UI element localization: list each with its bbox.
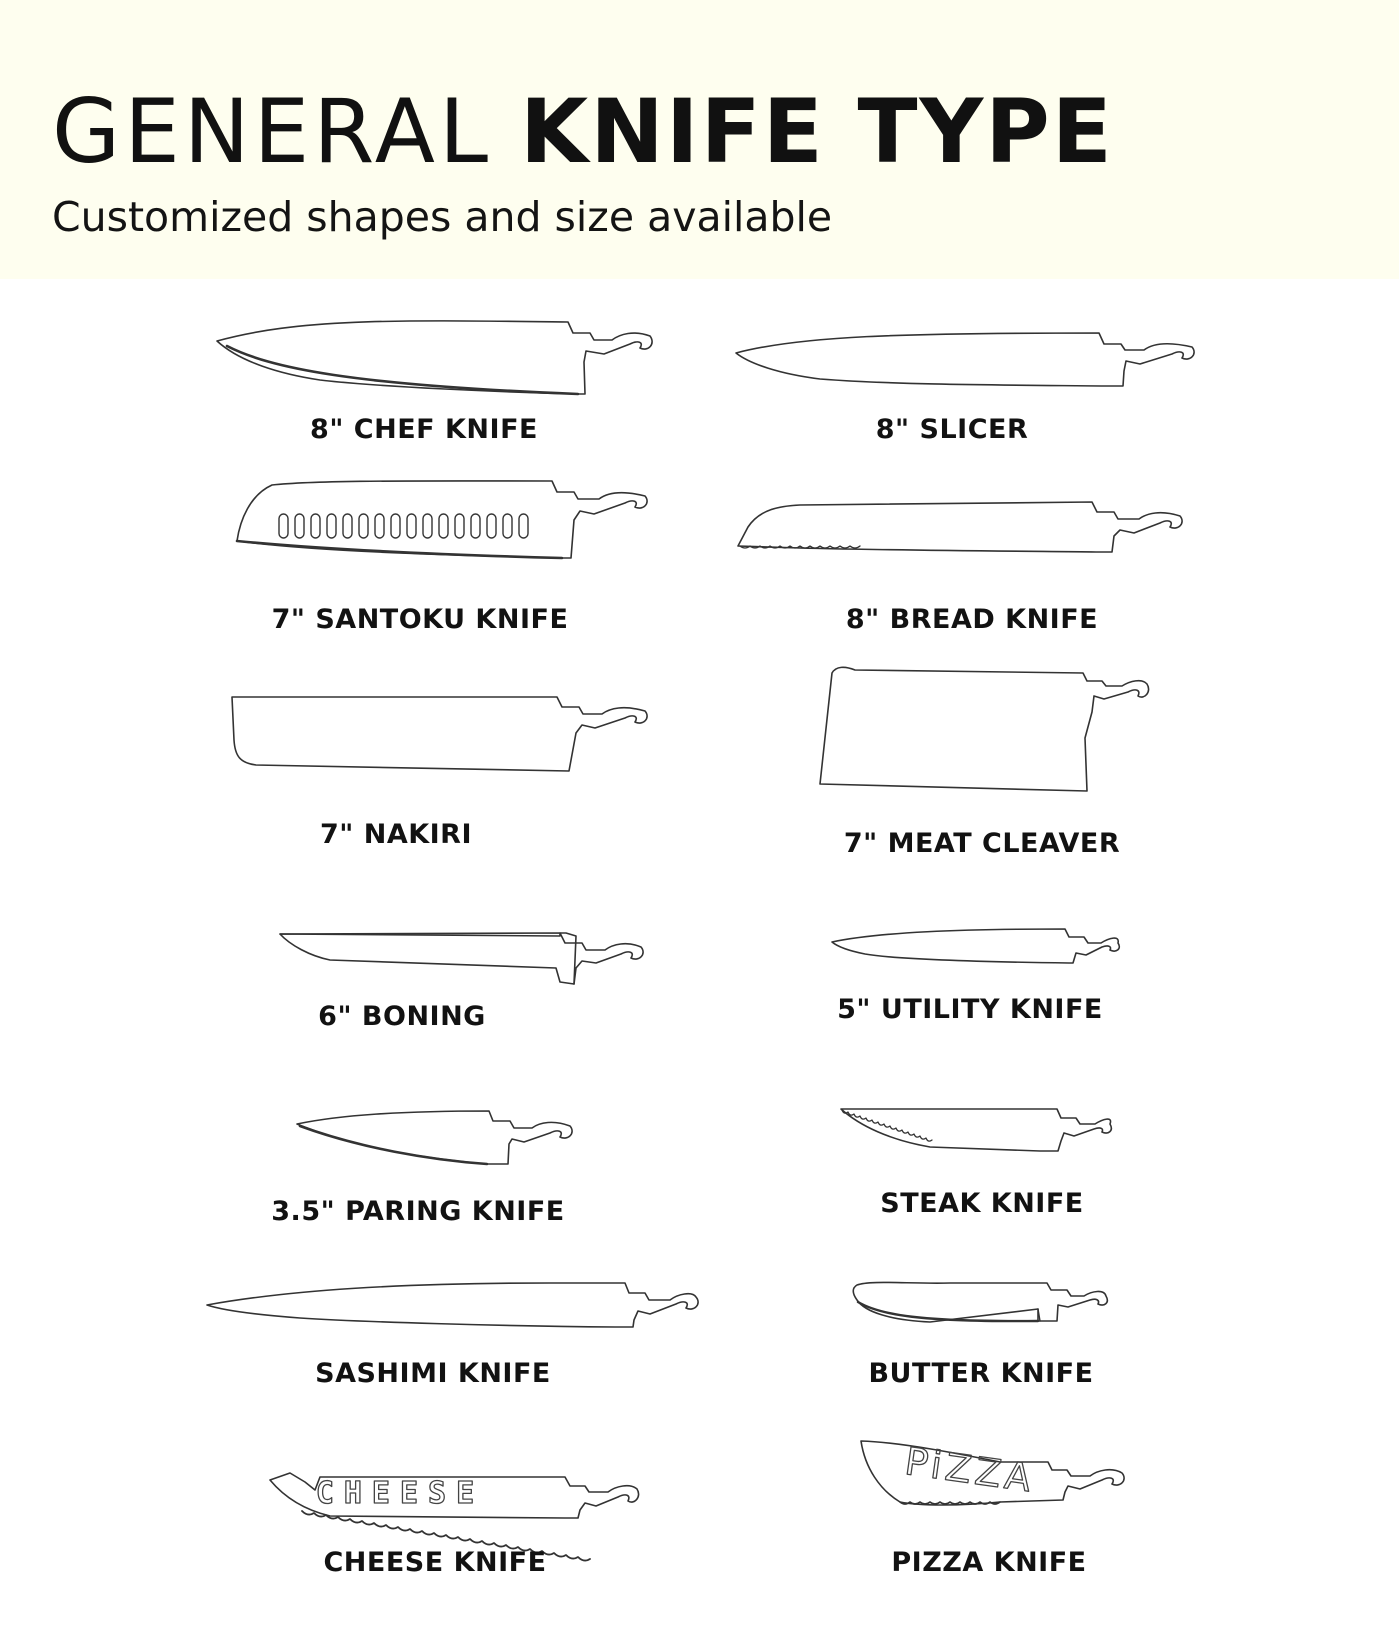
page-subtitle: Customized shapes and size available [52, 193, 833, 241]
label-chef-knife: 8" CHEF KNIFE [310, 414, 538, 445]
chef-knife-illustration [217, 321, 652, 394]
label-slicer: 8" SLICER [875, 414, 1029, 445]
sashimi-knife-illustration [207, 1283, 698, 1327]
boning-knife-illustration [280, 933, 643, 984]
utility-knife-illustration [832, 929, 1119, 963]
label-boning: 6" BONING [318, 1001, 486, 1032]
label-bread-knife: 8" BREAD KNIFE [845, 604, 1099, 635]
label-steak-knife: STEAK KNIFE [880, 1188, 1084, 1219]
bread-knife-illustration [738, 502, 1182, 552]
label-cheese-knife: CHEESE KNIFE [323, 1547, 547, 1578]
label-butter-knife: BUTTER KNIFE [868, 1358, 1094, 1389]
label-meat-cleaver: 7" MEAT CLEAVER [843, 828, 1121, 859]
title-bold: KNIFE TYPE [520, 80, 1114, 183]
label-pizza-knife: PIZZA KNIFE [891, 1547, 1087, 1578]
label-sashimi-knife: SASHIMI KNIFE [315, 1358, 551, 1389]
label-paring-knife: 3.5" PARING KNIFE [271, 1196, 565, 1227]
butter-knife-illustration [853, 1282, 1107, 1322]
title-light: GENERAL [52, 80, 493, 183]
pizza-blade-text: PiZZA [902, 1439, 1038, 1501]
steak-knife-illustration [841, 1109, 1111, 1151]
nakiri-knife-illustration [232, 697, 647, 771]
slicer-knife-illustration [736, 333, 1194, 386]
santoku-knife-illustration [237, 481, 647, 558]
label-santoku-knife: 7" SANTOKU KNIFE [271, 604, 569, 635]
label-nakiri: 7" NAKIRI [319, 819, 473, 850]
meat-cleaver-illustration [820, 667, 1149, 791]
santoku-granton-dimples [279, 514, 528, 538]
paring-knife-illustration [297, 1111, 572, 1164]
label-utility-knife: 5" UTILITY KNIFE [837, 994, 1103, 1025]
cheese-blade-text: CHEESE [315, 1476, 485, 1511]
